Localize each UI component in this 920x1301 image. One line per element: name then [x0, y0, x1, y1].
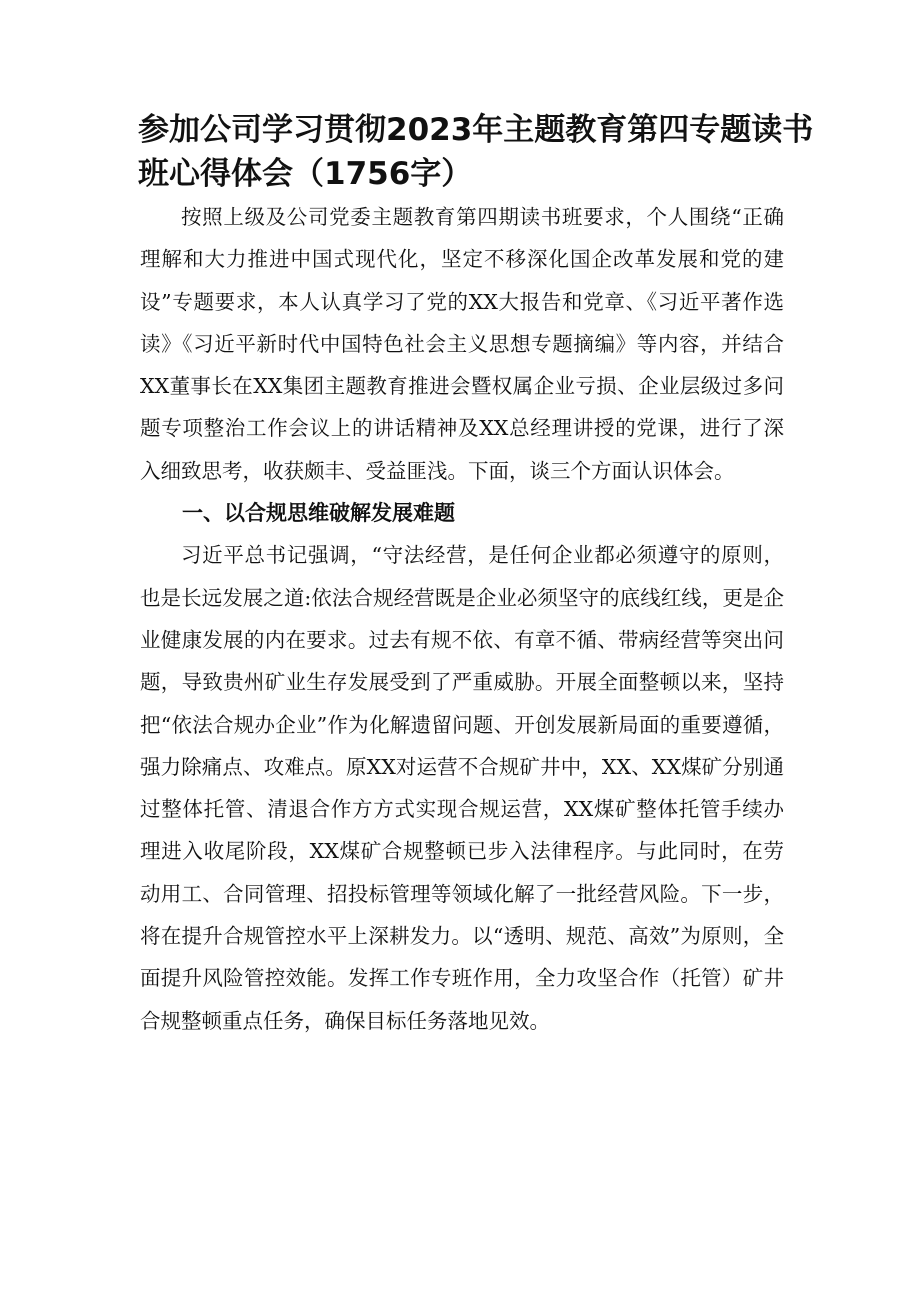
- intro-paragraph: 按照上级及公司党委主题教育第四期读书班要求，个人围绕“正确理解和大力推进中国式现代化，坚定不移深化国企改革发展和党的建设”专题要求，本人认真学习了党的XX大报告和党章、《习近平著作选读》《习近平新时代中国特色社会主义思想专题摘编》等内容，并结合XX董事长在XX集团主题教育推进会暨权属企业亏损、企业层级过多问题专项整治工作会议上的讲话精神及XX总经理讲授的党课，进行了深入细致思考，收获颇丰、受益匪浅。下面，谈三个方面认识体会。: [140, 205, 784, 483]
- section-paragraph: 习近平总书记强调，“守法经营，是任何企业都必须遵守的原则，也是长远发展之道:依法合规经营既是企业必须坚守的底线红线，更是企业健康发展的内在要求。过去有规不依、有章不循、带病经营等突出问题，导致贵州矿业生存发展受到了严重威胁。开展全面整顿以来，坚持把“依法合规办企业”作为化解遗留问题、开创发展新局面的重要遵循，强力除痛点、攻难点。原XX对运营不合规矿井中，XX、XX煤矿分别通过整体托管、清退合作方方式实现合规运营，XX煤矿整体托管手续办理进入收尾阶段，XX煤矿合规整顿已步入法律程序。与此同时，在劳动用工、合同管理、招投标管理等领域化解了一批经营风险。下一步，将在提升合规管控水平上深耕发力。以“透明、规范、高效”为原则，全面提升风险管控效能。发挥工作专班作用，全力攻坚合作（托管）矿井合规整顿重点任务，确保目标任务落地见效。: [140, 543, 784, 1033]
- section-heading: 一、以合规思维破解发展难题: [182, 501, 455, 526]
- document-title: 参加公司学习贯彻2023年主题教育第四专题读书班心得体会（1756字）: [138, 112, 814, 192]
- document-body: [140, 196, 784, 1042]
